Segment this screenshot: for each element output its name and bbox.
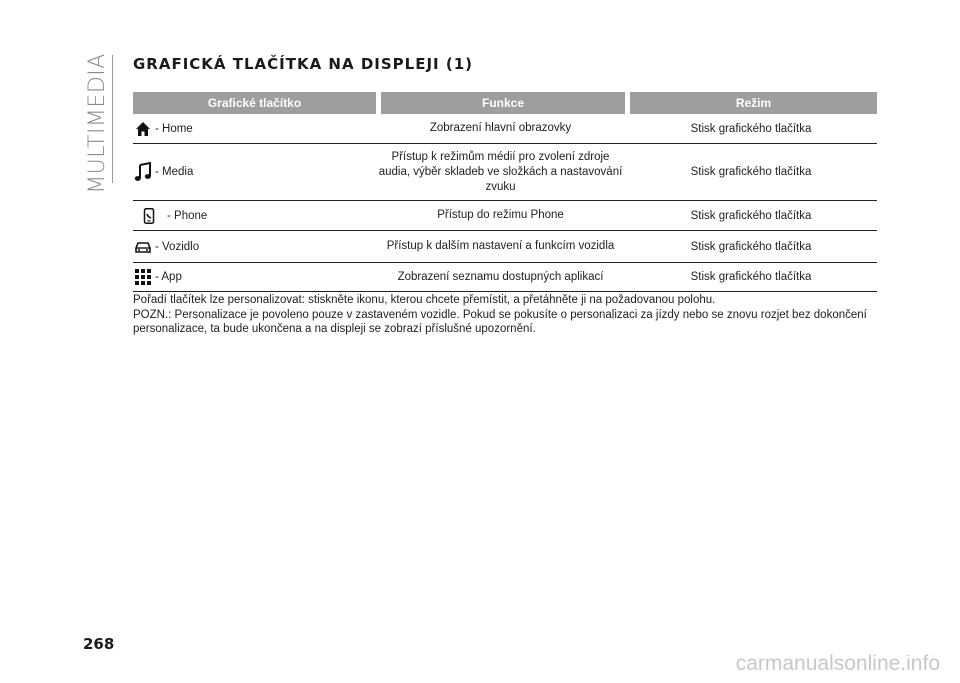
- table-row: [133, 263, 877, 292]
- watermark: carmanualsonline.info: [735, 652, 940, 675]
- table-row: [133, 231, 877, 263]
- header-function: Funkce: [381, 92, 625, 114]
- notes: [133, 293, 893, 337]
- function-cell: Přístup k režimům médií pro zvolení zdroje audia, výběr skladeb ve složkách a nastavování zvuku: [378, 150, 623, 193]
- table-header: [133, 92, 877, 114]
- page-title: GRAFICKÁ TLAČÍTKA NA DISPLEJI (1): [133, 55, 473, 73]
- button-label: - Phone: [167, 209, 208, 222]
- button-cell: [133, 237, 376, 257]
- mode-cell: Stisk grafického tlačítka: [690, 240, 812, 253]
- header-graphic-button: Grafické tlačítko: [133, 92, 376, 114]
- function-cell: Zobrazení seznamu dostupných aplikací: [397, 270, 604, 283]
- note-personalization: Pořadí tlačítek lze personalizovat: stiskněte ikonu, kterou chcete přemístit, a přetáhněte ji na požadovanou polohu.: [133, 294, 716, 306]
- mode-cell: Stisk grafického tlačítka: [690, 122, 812, 135]
- home-icon: [133, 119, 153, 139]
- buttons-table: [133, 92, 877, 292]
- mode-cell: Stisk grafického tlačítka: [690, 271, 812, 283]
- music-note-icon: [133, 162, 153, 182]
- function-cell: Přístup do režimu Phone: [437, 209, 564, 221]
- function-cell: Přístup k dalším nastavení a funkcím vozidla: [386, 240, 615, 252]
- table-row: [133, 114, 877, 144]
- car-icon: [133, 237, 153, 257]
- button-cell: [133, 206, 376, 226]
- page-number: 268: [83, 635, 115, 653]
- button-cell: [133, 267, 376, 287]
- table-row: [133, 201, 877, 231]
- function-cell: Zobrazení hlavní obrazovky: [429, 122, 572, 134]
- mode-cell: Stisk grafického tlačítka: [690, 209, 812, 222]
- button-label: - Media: [155, 166, 194, 178]
- button-label: - App: [155, 271, 182, 283]
- section-side-label: MULTIMEDIA: [84, 52, 110, 194]
- side-divider: [112, 55, 113, 183]
- header-mode: Režim: [630, 92, 877, 114]
- button-cell: [133, 162, 376, 182]
- phone-icon: [139, 206, 159, 226]
- note-warning: POZN.: Personalizace je povoleno pouze v zastaveném vozidle. Pokud se pokusíte o personalizaci za jízdy nebo se znovu rozjet bez dokončení personalizace, ta bude ukončena a na displeji se zobrazí příslušné upozornění.: [133, 308, 867, 335]
- button-label: - Home: [155, 122, 193, 135]
- mode-cell: Stisk grafického tlačítka: [690, 166, 812, 178]
- button-cell: [133, 119, 376, 139]
- button-label: - Vozidlo: [155, 240, 200, 253]
- table-row: [133, 144, 877, 201]
- apps-grid-icon: [133, 267, 153, 287]
